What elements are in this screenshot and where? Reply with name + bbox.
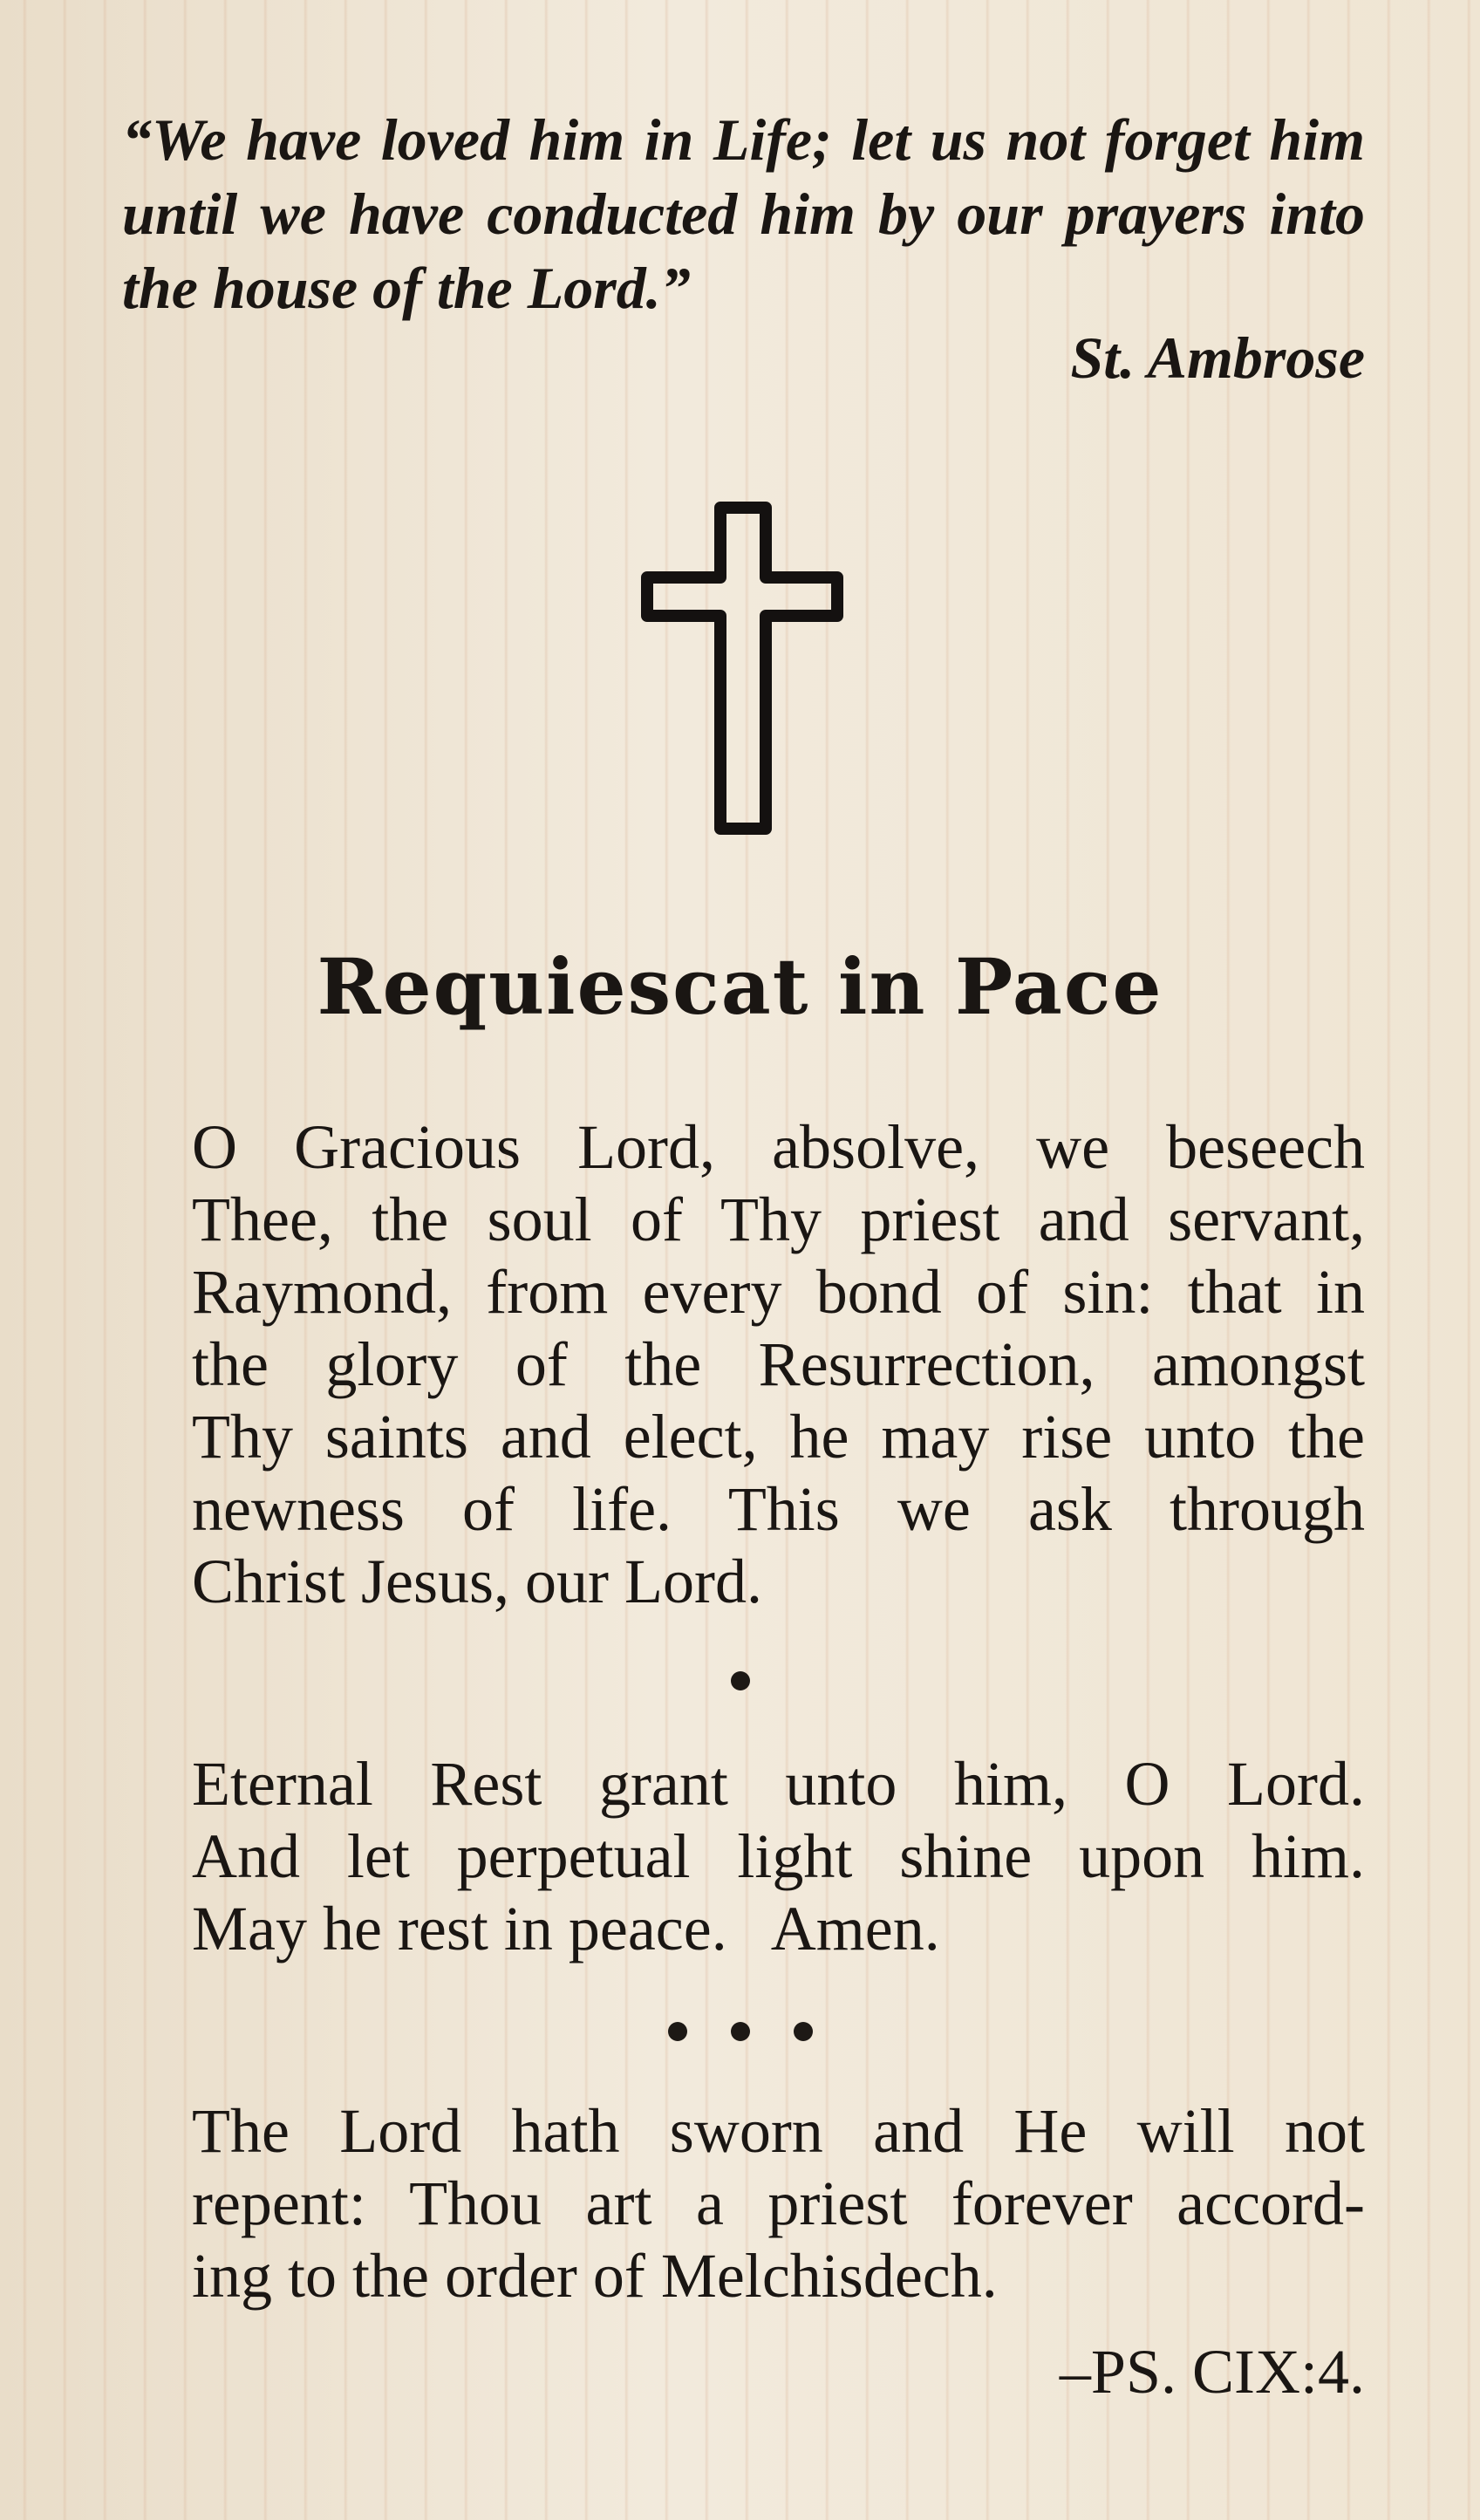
psalm-line: ing to the order of Melchisdech. <box>192 2241 998 2311</box>
opening-quote: “We have loved him in Life; let us not forget him until we have conducted him by our prayers into the house of the Lord.” <box>122 106 1365 321</box>
eternal-rest-line: And let perpetual light shine upon him. <box>192 1821 1365 1891</box>
psalm-line: The Lord hath sworn and He will not <box>192 2096 1365 2166</box>
eternal-rest-line: Eternal Rest grant unto him, O Lord. <box>192 1749 1365 1819</box>
prayer-line: Thee, the soul of Thy priest and servant, <box>192 1185 1365 1254</box>
prayer-line: O Gracious Lord, absolve, we beseech <box>192 1112 1365 1182</box>
heading-requiescat: Requiescat in Pace <box>317 941 1163 1032</box>
prayer-line: Thy saints and elect, he may rise unto the <box>192 1402 1365 1472</box>
divider-dot <box>731 1671 750 1690</box>
prayer-line: Christ Jesus, our Lord. <box>192 1547 762 1616</box>
divider-dot <box>731 2022 750 2041</box>
eternal-rest-paragraph <box>122 1748 1365 1965</box>
psalm-paragraph <box>122 2095 1365 2312</box>
prayer-line: newness of life. This we ask through <box>192 1474 1365 1544</box>
divider-dot <box>794 2022 813 2041</box>
single-dot-divider <box>0 1671 1480 1690</box>
prayer-line: the glory of the Resurrection, amongst <box>192 1329 1365 1399</box>
prayer-line: Raymond, from every bond of sin: that in <box>192 1257 1365 1327</box>
prayer-paragraph <box>122 1111 1365 1618</box>
quote-attribution: St. Ambrose <box>1070 324 1365 391</box>
eternal-rest-line: May he rest in peace. Amen. <box>192 1894 940 1963</box>
triple-dot-divider <box>0 2022 1480 2041</box>
psalm-line: repent: Thou art a priest forever accord- <box>192 2168 1365 2238</box>
psalm-reference: –PS. CIX:4. <box>1059 2337 1365 2407</box>
divider-dot <box>668 2022 687 2041</box>
latin-cross-icon <box>635 499 849 839</box>
